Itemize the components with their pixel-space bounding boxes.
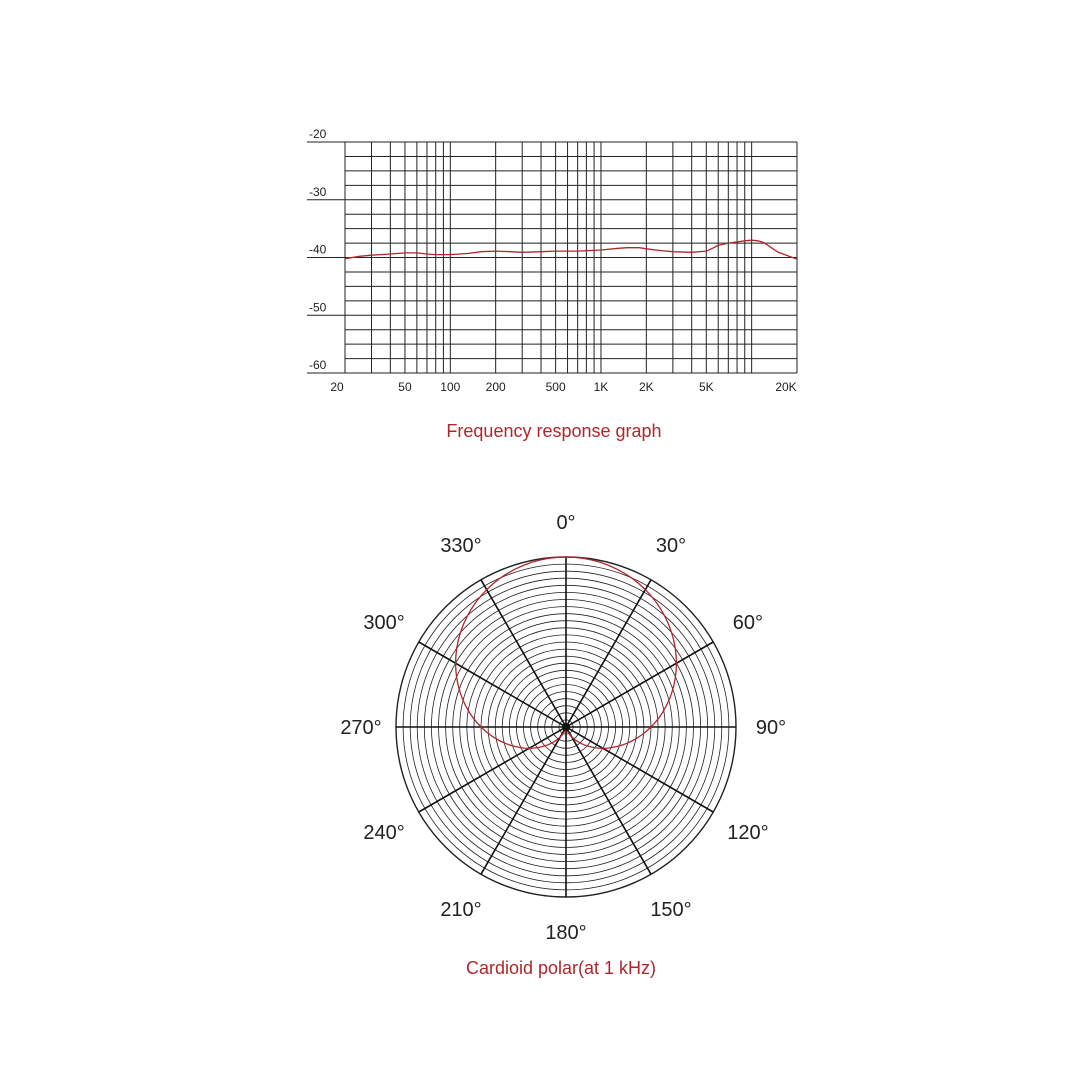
x-tick-label: 1K (593, 380, 609, 394)
polar-angle-label: 180° (545, 922, 587, 944)
polar-angle-label: 300° (363, 612, 405, 634)
polar-angle-label: 60° (732, 612, 764, 634)
x-tick-label: 100 (440, 380, 461, 394)
x-tick-label: 50 (398, 380, 412, 394)
polar-angle-label: 30° (655, 535, 687, 558)
polar-angle-label: 120° (727, 822, 769, 844)
x-tick-label: 5K (698, 380, 714, 394)
frequency-chart-title: Frequency response graph (446, 421, 662, 441)
x-tick-label: 2K (638, 380, 654, 394)
x-tick-label: 500 (545, 380, 566, 394)
y-tick-label: -30 (309, 184, 327, 199)
polar-angle-label: 90° (755, 717, 787, 739)
polar-chart-title: Cardioid polar(at 1 kHz) (465, 958, 657, 978)
y-tick-label: -20 (309, 127, 327, 141)
polar-angle-label: 270° (340, 717, 382, 739)
x-tick-label: 20K (775, 380, 797, 394)
x-tick-label: 20 (330, 380, 344, 394)
y-tick-label: -60 (309, 358, 327, 372)
polar-center-dot (562, 723, 570, 731)
polar-angle-label: 210° (440, 898, 482, 921)
polar-angle-label: 330° (440, 535, 482, 558)
x-tick-label: 200 (485, 380, 506, 394)
polar-angle-label: 150° (650, 898, 692, 921)
polar-angle-label: 0° (556, 512, 576, 534)
y-tick-label: -40 (309, 242, 327, 257)
y-tick-label: -50 (309, 300, 327, 315)
polar-angle-label: 240° (363, 822, 405, 844)
